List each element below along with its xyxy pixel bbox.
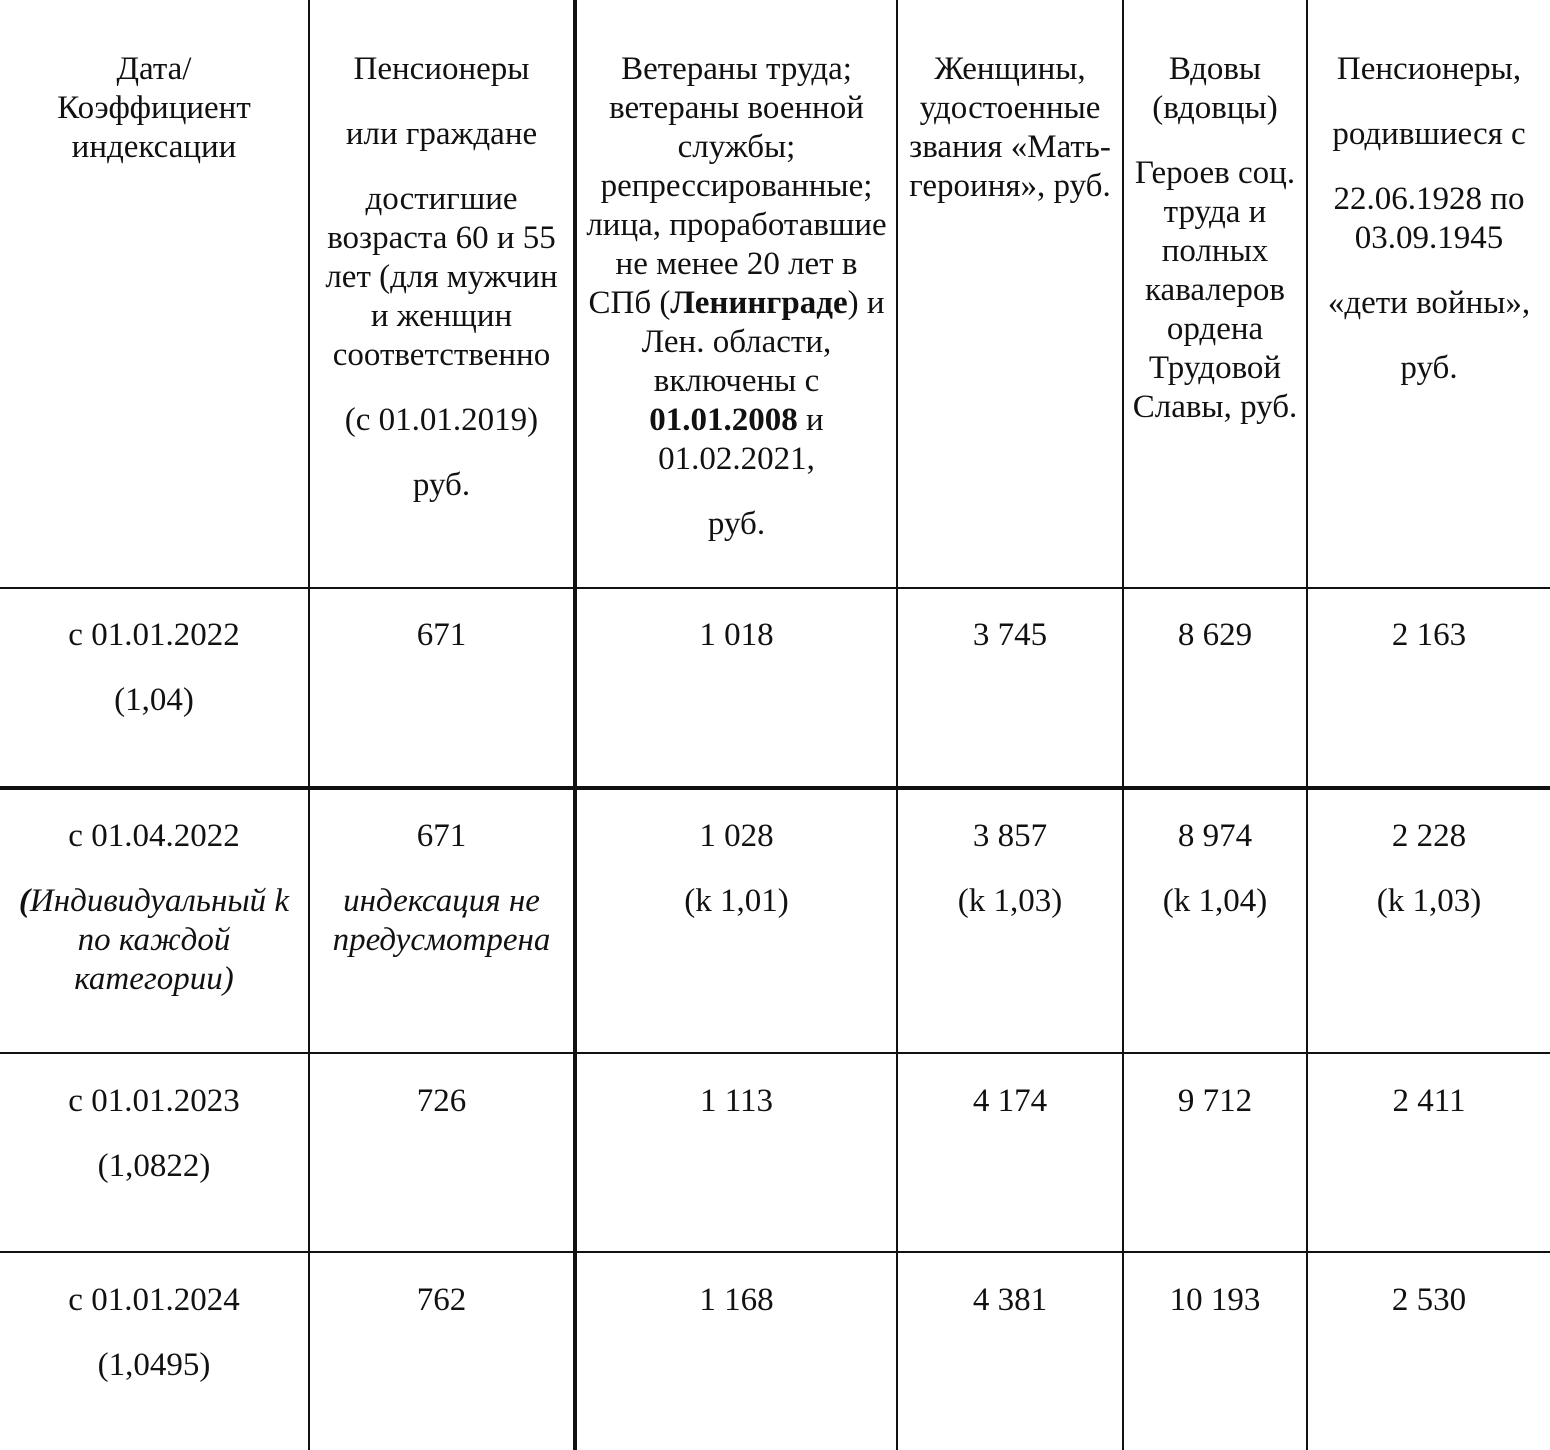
cell-coefficient: (k 1,03) — [957, 883, 1063, 919]
cell-value: 4 381 — [972, 1282, 1048, 1318]
header-text: достигшие возраста 60 и 55 лет (для мужчин и женщин соответственно — [325, 181, 558, 373]
table-cell — [577, 616, 896, 655]
cell-value: 3 745 — [972, 617, 1048, 653]
header-text: Дата/ — [116, 51, 192, 87]
table-cell — [1124, 1281, 1306, 1320]
table-cell — [1124, 616, 1306, 655]
table-cell — [898, 616, 1122, 655]
table-cell — [898, 1082, 1122, 1121]
header-text: руб. — [707, 506, 766, 542]
table-cell — [577, 1281, 896, 1320]
header-text-bold: Ленинграде — [670, 285, 848, 321]
row-coefficient-text: Индивидуальный k по каждой категории) — [29, 883, 290, 997]
cell-coefficient: (k 1,03) — [1376, 883, 1482, 919]
table-row-date — [0, 817, 308, 999]
header-text: 22.06.1928 по 03.09.1945 — [1333, 181, 1525, 256]
table-cell — [1124, 1082, 1306, 1121]
table-cell — [577, 1082, 896, 1121]
header-widows — [1124, 50, 1306, 427]
row-date: с 01.04.2022 — [68, 818, 240, 854]
row-coefficient — [8, 882, 300, 999]
header-text: руб. — [1400, 350, 1458, 386]
table-cell — [1308, 1281, 1550, 1320]
header-text: Коэффициент индексации — [57, 90, 251, 165]
cell-coefficient: (k 1,04) — [1162, 883, 1268, 919]
cell-value: 2 163 — [1391, 617, 1467, 653]
cell-value: 1 168 — [699, 1282, 774, 1318]
cell-value: 762 — [416, 1282, 467, 1318]
table-cell — [898, 817, 1122, 921]
cell-value: 9 712 — [1177, 1083, 1253, 1119]
header-text: Женщины, удостоенные звания «Мать-героиня», руб. — [909, 51, 1111, 204]
header-pensioners — [310, 50, 573, 505]
table-cell — [310, 616, 573, 655]
row-date: с 01.01.2023 — [68, 1083, 240, 1119]
table-cell — [1124, 817, 1306, 921]
cell-value: 3 857 — [972, 818, 1048, 854]
header-text-part: ) и Лен. области, включены с — [641, 285, 885, 399]
table-cell — [310, 1281, 573, 1320]
header-text: Героев соц. труда и полных кавалеров ордена Трудовой Славы, руб. — [1132, 155, 1298, 425]
header-text-part: Ветераны труда; ветераны военной службы; репрессированные; лица, проработавшие не менее 20 лет в СПб ( — [586, 51, 887, 321]
header-war-children — [1308, 50, 1550, 388]
header-text: (с 01.01.2019) — [344, 402, 539, 438]
table-cell — [310, 1082, 573, 1121]
row-coefficient: (1,0495) — [97, 1347, 211, 1383]
cell-value: 10 193 — [1169, 1282, 1261, 1318]
row-divider — [0, 786, 1550, 790]
table-row-date — [0, 1082, 308, 1186]
header-text: «дети войны», — [1327, 285, 1531, 321]
cell-value: 1 113 — [699, 1083, 774, 1119]
row-date: с 01.01.2024 — [68, 1282, 240, 1318]
cell-value: 671 — [416, 818, 467, 854]
header-mother-heroine — [898, 50, 1122, 206]
header-date-coefficient — [0, 50, 308, 167]
header-text-bold: 01.01.2008 — [649, 402, 798, 438]
header-veterans — [577, 50, 896, 544]
cell-value: 8 974 — [1177, 818, 1253, 854]
cell-value: 1 018 — [699, 617, 774, 653]
table-cell — [577, 817, 896, 921]
table-cell — [1308, 616, 1550, 655]
table-row-date — [0, 616, 308, 720]
header-text: или граждане — [345, 116, 538, 152]
cell-value: 671 — [416, 617, 467, 653]
cell-value: 1 028 — [699, 818, 774, 854]
header-text: родившиеся с — [1332, 116, 1526, 152]
header-text: Пенсионеры, — [1336, 51, 1522, 87]
cell-value: 726 — [416, 1083, 467, 1119]
row-coefficient-paren: ( — [18, 883, 30, 919]
cell-value: 4 174 — [972, 1083, 1048, 1119]
row-coefficient: (1,04) — [114, 682, 194, 718]
row-coefficient: (1,0822) — [97, 1148, 211, 1184]
header-text: Вдовы (вдовцы) — [1152, 51, 1278, 126]
column-divider — [896, 0, 898, 1450]
table-cell — [310, 817, 573, 960]
table-cell — [898, 1281, 1122, 1320]
header-text-part: и 01.02.2021, — [658, 402, 824, 477]
row-divider — [0, 1251, 1550, 1253]
cell-note: индексация не предусмотрена — [332, 883, 551, 958]
table-cell — [1308, 1082, 1550, 1121]
table-row-date — [0, 1281, 308, 1385]
cell-value: 2 530 — [1391, 1282, 1467, 1318]
cell-value: 2 411 — [1392, 1083, 1466, 1119]
header-text: Пенсионеры — [353, 51, 530, 87]
cell-coefficient: (k 1,01) — [684, 883, 789, 919]
header-text — [585, 50, 888, 479]
row-divider — [0, 587, 1550, 589]
table-cell — [1308, 817, 1550, 921]
cell-value: 8 629 — [1177, 617, 1253, 653]
row-date: с 01.01.2022 — [68, 617, 240, 653]
cell-value: 2 228 — [1391, 818, 1467, 854]
row-divider — [0, 1052, 1550, 1054]
header-text: руб. — [412, 467, 471, 503]
